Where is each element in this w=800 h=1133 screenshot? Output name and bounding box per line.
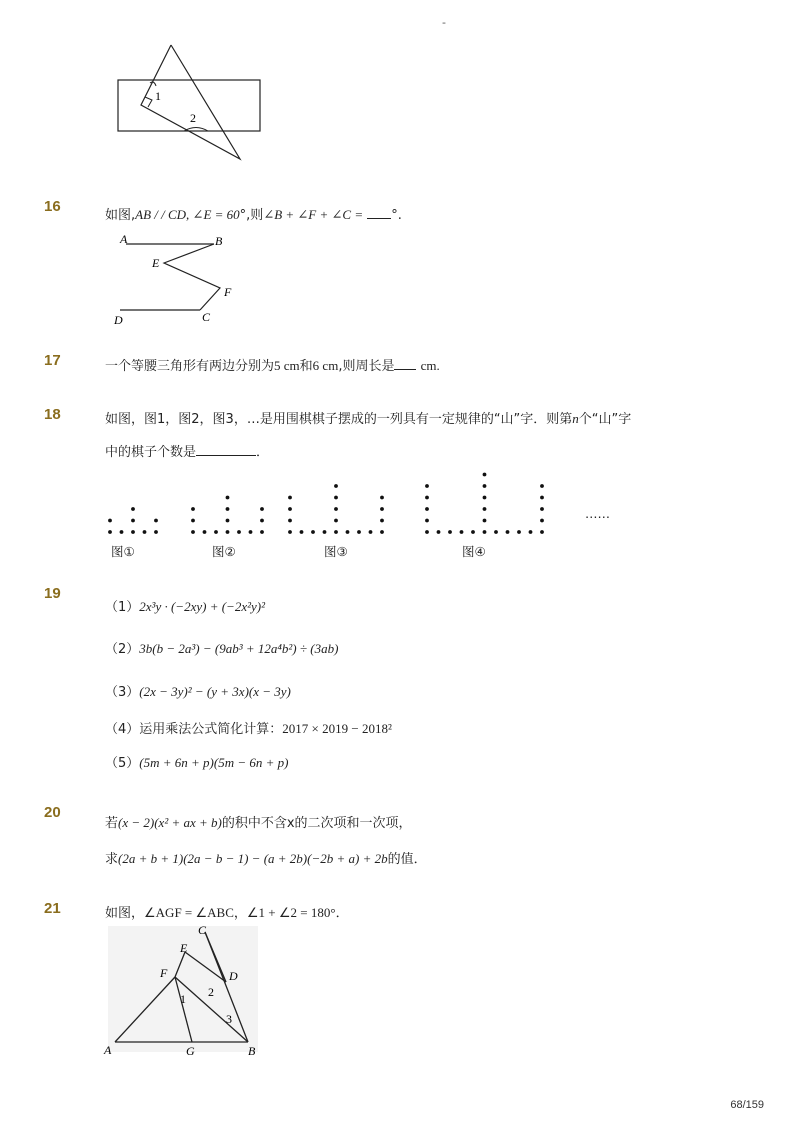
right-angle-mark	[145, 97, 152, 107]
q18-line1: 如图，图1，图2，图3，…是用围棋棋子摆成的一列具有一定规律的“山”字．则第n个“山”字	[105, 411, 632, 427]
q17-answer-blank[interactable]	[394, 357, 416, 370]
q18-fig4-dot	[471, 530, 475, 534]
q18-fig4-dot	[460, 530, 464, 534]
q18-fig1-dot	[108, 519, 112, 523]
q21-figure	[100, 922, 270, 1062]
q18-fig4-dot	[425, 507, 429, 511]
rectangle-strip	[118, 80, 260, 131]
q18-fig1-dot	[143, 530, 147, 534]
q17-text: 一个等腰三角形有两边分别为5 cm和6 cm,则周长是 cm.	[105, 358, 440, 374]
q18-fig2-dot	[203, 530, 207, 534]
q18-fig4-dot	[483, 473, 487, 477]
q18-fig2-dot	[226, 496, 230, 500]
question-number-21: 21	[44, 900, 61, 917]
q21-label-C: C	[198, 923, 207, 937]
q18-fig2-dot	[260, 507, 264, 511]
q18-fig3-dot	[334, 519, 338, 523]
q18-fig4-dot	[540, 496, 544, 500]
q18-fig1-dot	[120, 530, 124, 534]
q18-fig2-dot	[226, 530, 230, 534]
q21-label-2: 2	[208, 985, 214, 999]
q21-label-A: A	[104, 1043, 112, 1057]
q18-fig4-dot	[483, 484, 487, 488]
q18-fig1-dot	[108, 530, 112, 534]
q16-label-D: D	[114, 313, 123, 327]
q21-label-1: 1	[180, 992, 186, 1006]
q18-fig3-dot	[369, 530, 373, 534]
q18-fig4-dot	[517, 530, 521, 534]
q18-fig3-dot	[288, 530, 292, 534]
q18-fig3-dot	[334, 496, 338, 500]
q18-fig1-dot	[131, 507, 135, 511]
q18-fig4-dot	[425, 484, 429, 488]
q18-fig4-dot	[425, 496, 429, 500]
q18-fig4-dot	[425, 519, 429, 523]
q18-fig1-dot	[131, 530, 135, 534]
q16-label-B: B	[215, 234, 223, 248]
q18-fig4-dot	[483, 507, 487, 511]
q18-fig3-dot	[380, 530, 384, 534]
question-number-16: 16	[44, 198, 61, 215]
q18-line2: 中的棋子个数是 ．	[105, 445, 270, 460]
angle1-label: 1	[155, 89, 161, 103]
q18-fig3-dot	[346, 530, 350, 534]
q18-fig1-dot	[154, 530, 158, 534]
question-number-18: 18	[44, 406, 61, 423]
q18-fig3-dot	[334, 507, 338, 511]
q16-answer-blank[interactable]	[367, 206, 391, 219]
q21-text: 如图，∠AGF = ∠ABC，∠1 + ∠2 = 180°．	[105, 905, 349, 921]
question-number-17: 17	[44, 352, 61, 369]
q18-fig4-dot	[494, 530, 498, 534]
q18-fig4-dot	[540, 530, 544, 534]
q21-label-F: F	[160, 966, 168, 980]
q18-dot-patterns	[100, 460, 640, 565]
question-number-19: 19	[44, 585, 61, 602]
q21-label-B: B	[248, 1044, 256, 1058]
q18-fig2-dot	[214, 530, 218, 534]
q18-fig2-dot	[237, 530, 241, 534]
q18-fig2-dot	[249, 530, 253, 534]
q21-label-E: E	[180, 941, 188, 955]
q18-fig3-dot	[288, 519, 292, 523]
q18-ellipsis: ……	[585, 506, 610, 521]
top-mark: -	[442, 16, 446, 29]
q19-item-3: （3）(2x − 3y)² − (y + 3x)(x − 3y)	[105, 684, 291, 700]
q21-label-D: D	[229, 969, 238, 983]
q18-caption-3: 图③	[324, 544, 348, 559]
q18-fig3-dot	[288, 507, 292, 511]
question-number-20: 20	[44, 804, 61, 821]
q19-item-1: （1）2x³y · (−2xy) + (−2x²y)²	[105, 599, 265, 615]
q18-fig4-dot	[483, 519, 487, 523]
q16-text: 如图,AB / / CD, ∠E = 60°,则∠B + ∠F + ∠C = °.	[105, 207, 402, 223]
q18-fig3-dot	[380, 496, 384, 500]
q18-caption-2: 图②	[212, 544, 236, 559]
q18-fig2-dot	[191, 507, 195, 511]
q15-figure	[110, 40, 270, 165]
q18-fig3-dot	[323, 530, 327, 534]
q21-label-G: G	[186, 1044, 195, 1058]
q18-fig4-dot	[448, 530, 452, 534]
q16-label-F: F	[224, 285, 232, 299]
q20-line2: 求(2a + b + 1)(2a − b − 1) − (a + 2b)(−2b + a) + 2b的值．	[105, 851, 427, 867]
q18-fig3-dot	[357, 530, 361, 534]
q16-label-C: C	[202, 310, 211, 324]
q18-fig1-dot	[131, 519, 135, 523]
q18-fig4-dot	[540, 484, 544, 488]
q18-fig3-dot	[334, 484, 338, 488]
q18-fig3-dot	[311, 530, 315, 534]
q18-fig4-dot	[483, 530, 487, 534]
q16-figure	[110, 228, 250, 328]
q18-fig2-dot	[260, 530, 264, 534]
q16-label-A: A	[120, 232, 128, 246]
q18-fig2-dot	[191, 530, 195, 534]
q18-caption-4: 图④	[462, 544, 486, 559]
angle2-label: 2	[190, 111, 196, 125]
q18-fig3-dot	[288, 496, 292, 500]
q18-fig4-dot	[540, 519, 544, 523]
q19-item-5: （5）(5m + 6n + p)(5m − 6n + p)	[105, 755, 289, 771]
q18-caption-1: 图①	[111, 544, 135, 559]
q18-fig4-dot	[529, 530, 533, 534]
q18-fig4-dot	[506, 530, 510, 534]
q18-fig3-dot	[334, 530, 338, 534]
q18-fig4-dot	[437, 530, 441, 534]
q18-fig2-dot	[260, 519, 264, 523]
q18-fig4-dot	[540, 507, 544, 511]
q16-label-E: E	[152, 256, 160, 270]
q18-fig1-dot	[154, 519, 158, 523]
q18-fig3-dot	[380, 507, 384, 511]
q20-line1: 若(x − 2)(x² + ax + b)的积中不含x的二次项和一次项，	[105, 815, 412, 831]
q18-fig3-dot	[300, 530, 304, 534]
q19-item-4: （4）运用乘法公式简化计算：2017 × 2019 − 2018²	[105, 721, 392, 737]
q18-fig2-dot	[226, 519, 230, 523]
q19-item-2: （2）3b(b − 2a³) − (9ab³ + 12a⁴b²) ÷ (3ab)	[105, 641, 339, 657]
page-number: 68/159	[730, 1099, 764, 1111]
q18-fig4-dot	[483, 496, 487, 500]
q21-label-3: 3	[226, 1012, 232, 1026]
q18-answer-blank[interactable]	[196, 443, 256, 456]
q18-fig2-dot	[226, 507, 230, 511]
q18-fig2-dot	[191, 519, 195, 523]
q18-fig3-dot	[380, 519, 384, 523]
q18-fig4-dot	[425, 530, 429, 534]
